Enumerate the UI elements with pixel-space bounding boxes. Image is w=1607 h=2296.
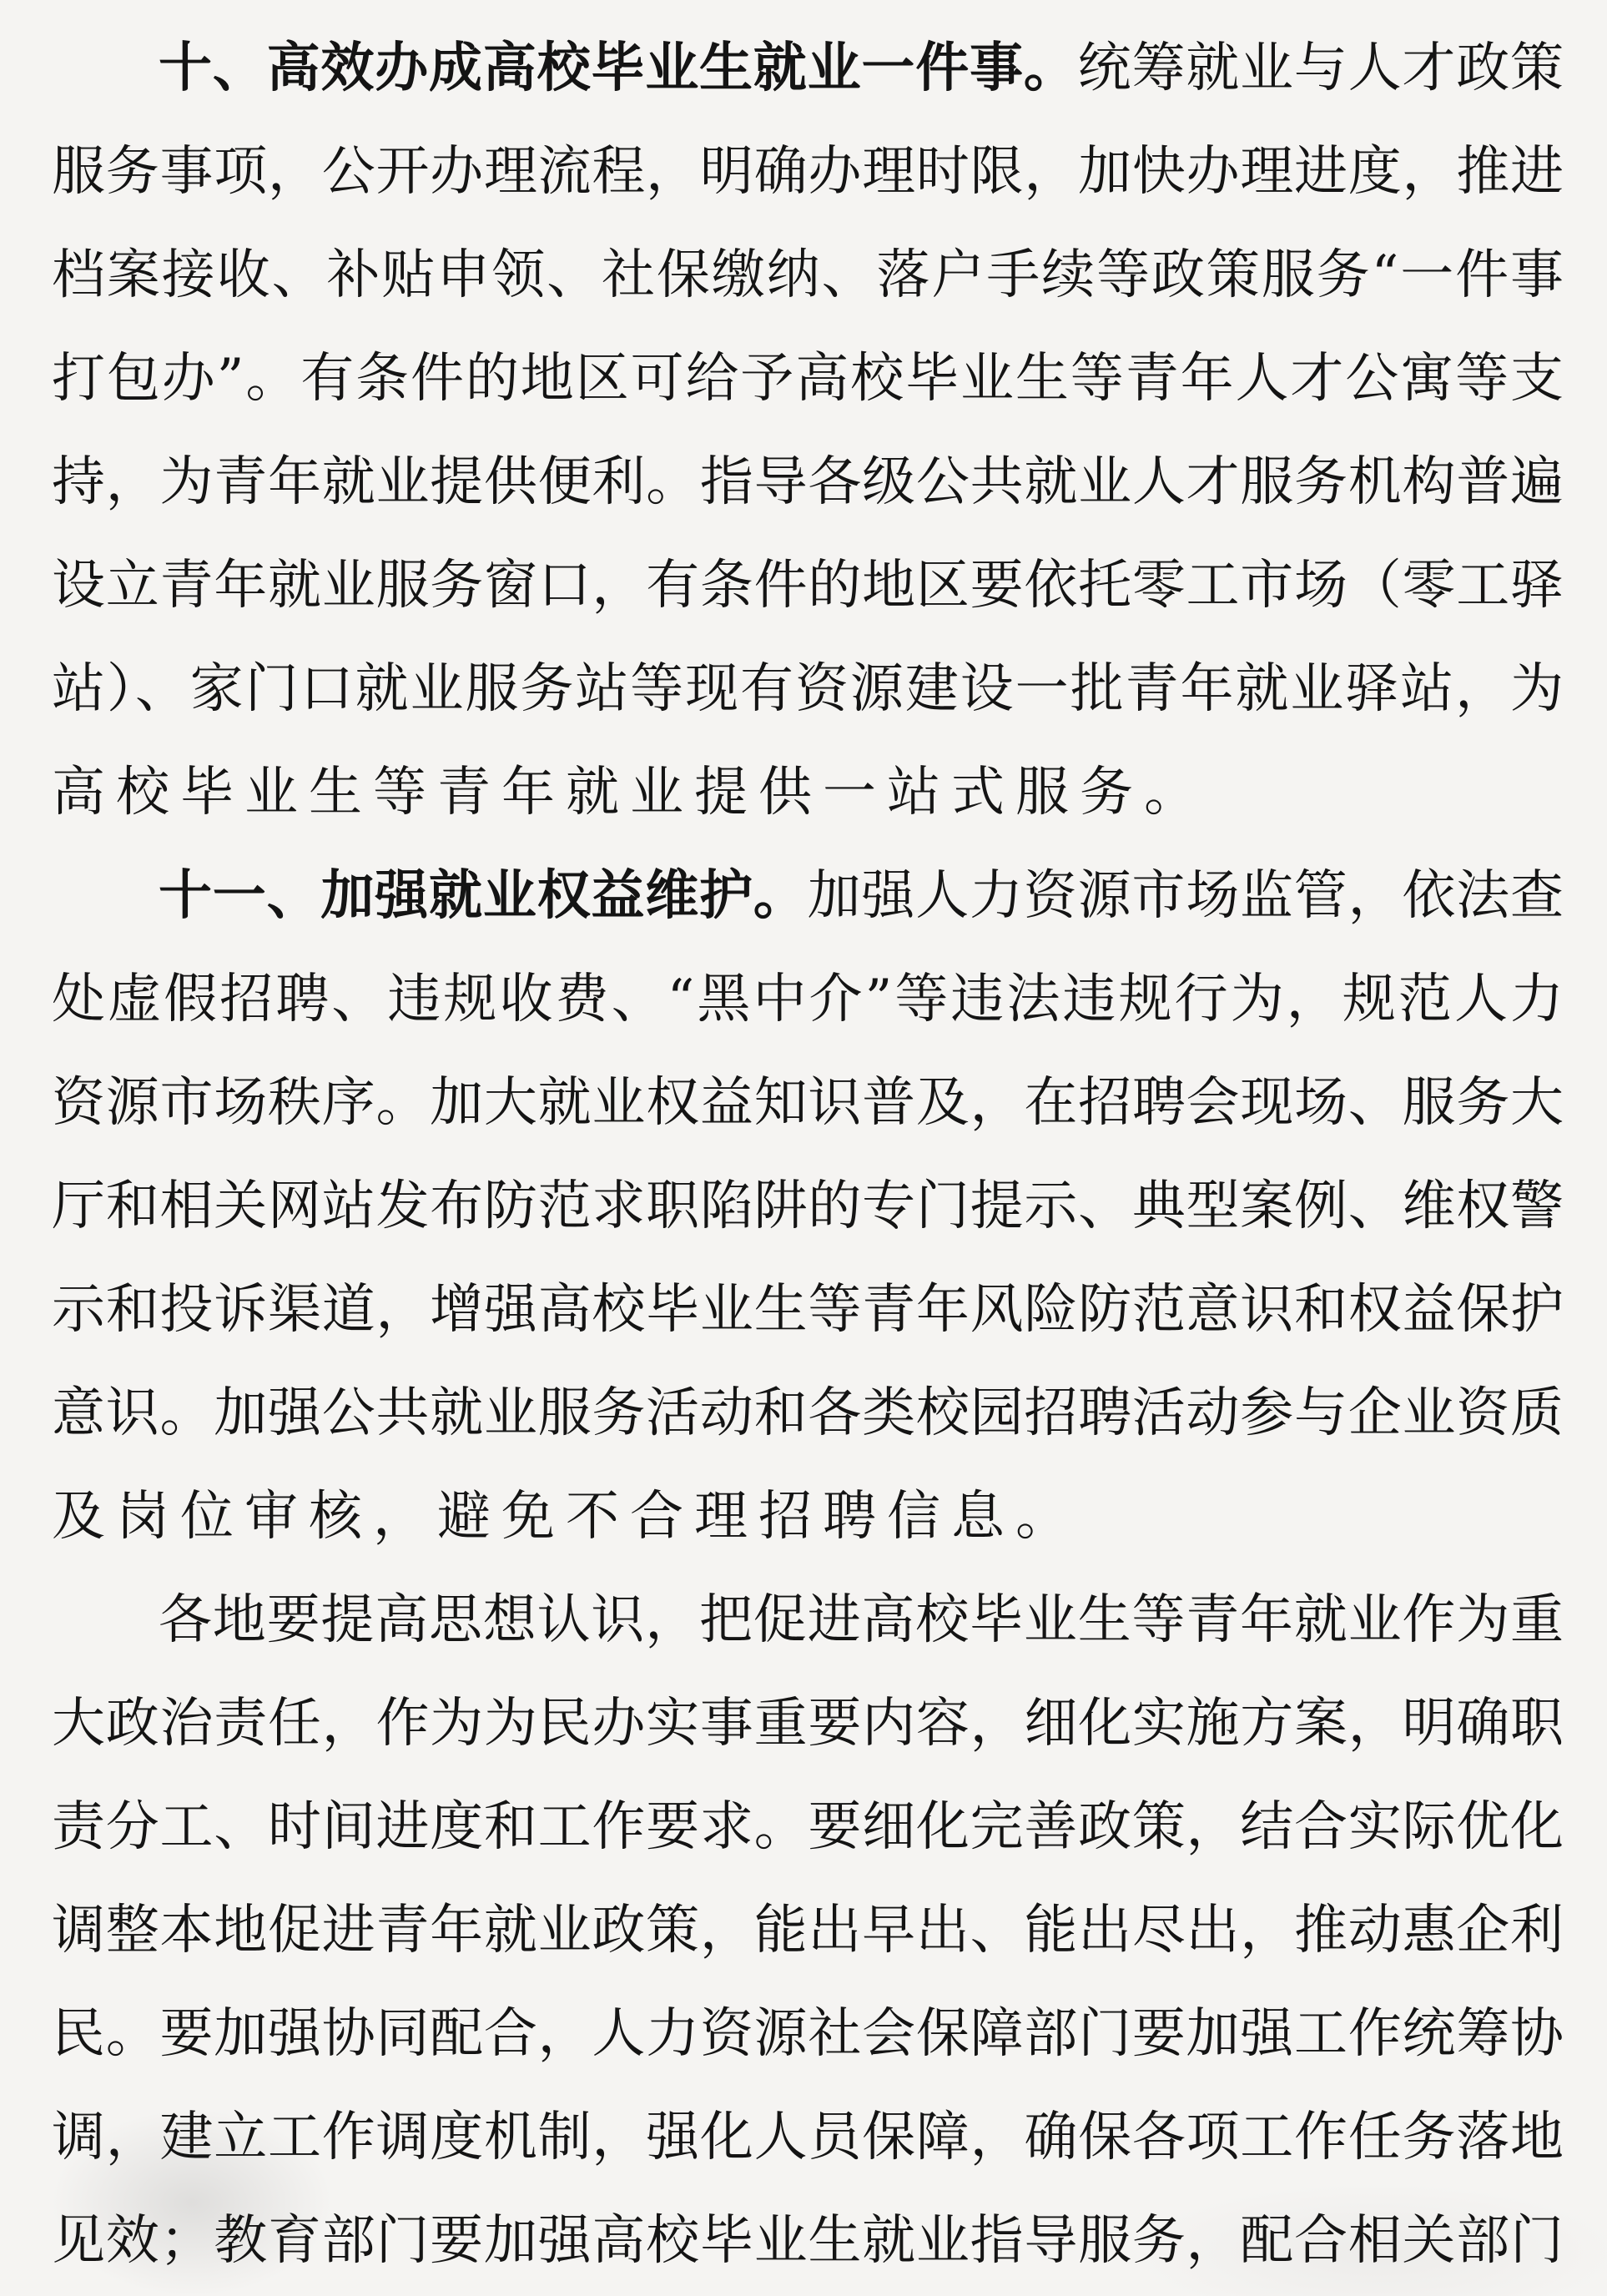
section-heading-11: 十一、加强就业权益维护。 xyxy=(159,864,808,927)
paragraph-2-line-6: 意识。加强公共就业服务活动和各类校园招聘活动参与企业资质 xyxy=(52,1382,1564,1444)
paragraph-3-line-5: 民。要加强协同配合，人力资源社会保障部门要加强工作统筹协 xyxy=(52,2003,1564,2065)
body-text: 统筹就业与人才政策 xyxy=(1077,38,1564,99)
paragraph-3-line-4: 调整本地促进青年就业政策，能出早出、能出尽出，推动惠企利 xyxy=(52,1900,1564,1961)
paragraph-2-line-4: 厅和相关网站发布防范求职陷阱的专门提示、典型案例、维权警 xyxy=(52,1176,1564,1237)
paragraph-1-line-1 xyxy=(159,17,1564,120)
paragraph-3-line-2: 大政治责任，作为为民办实事重要内容，细化实施方案，明确职 xyxy=(52,1693,1564,1755)
paragraph-1-line-5: 持，为青年就业提供便利。指导各级公共就业人才服务机构普遍 xyxy=(52,451,1564,513)
paragraph-3-line-7: 见效；教育部门要加强高校毕业生就业指导服务，配合相关部门 xyxy=(52,2210,1564,2272)
paragraph-1-line-3: 档案接收、补贴申领、社保缴纳、落户手续等政策服务“一件事 xyxy=(52,244,1564,306)
paragraph-3-line-6: 调，建立工作调度机制，强化人员保障，确保各项工作任务落地 xyxy=(52,2107,1564,2168)
paragraph-2-line-7: 及岗位审核，避免不合理招聘信息。 xyxy=(52,1486,1080,1548)
paragraph-1-line-8: 高校毕业生等青年就业提供一站式服务。 xyxy=(52,762,1208,823)
paragraph-1-line-4: 打包办”。有条件的地区可给予高校毕业生等青年人才公寓等支 xyxy=(52,348,1564,410)
paragraph-3-line-3: 责分工、时间进度和工作要求。要细化完善政策，结合实际优化 xyxy=(52,1796,1564,1858)
paragraph-2-line-1 xyxy=(159,844,1564,948)
paragraph-1-line-7: 站）、家门口就业服务站等现有资源建设一批青年就业驿站，为 xyxy=(52,658,1564,720)
paragraph-2-line-2: 处虚假招聘、违规收费、“黑中介”等违法违规行为，规范人力 xyxy=(52,969,1564,1030)
paragraph-2-line-3: 资源市场秩序。加大就业权益知识普及，在招聘会现场、服务大 xyxy=(52,1072,1564,1134)
body-text: 加强人力资源市场监管，依法查 xyxy=(807,865,1564,927)
paragraph-1-line-2: 服务事项，公开办理流程，明确办理时限，加快办理进度，推进 xyxy=(52,141,1564,203)
paragraph-2-line-5: 示和投诉渠道，增强高校毕业生等青年风险防范意识和权益保护 xyxy=(52,1279,1564,1341)
section-heading-10: 十、高效办成高校毕业生就业一件事。 xyxy=(159,37,1078,99)
paragraph-1-line-6: 设立青年就业服务窗口，有条件的地区要依托零工市场（零工驿 xyxy=(52,555,1564,617)
paragraph-3-line-1: 各地要提高思想认识，把促进高校毕业生等青年就业作为重 xyxy=(159,1589,1564,1651)
